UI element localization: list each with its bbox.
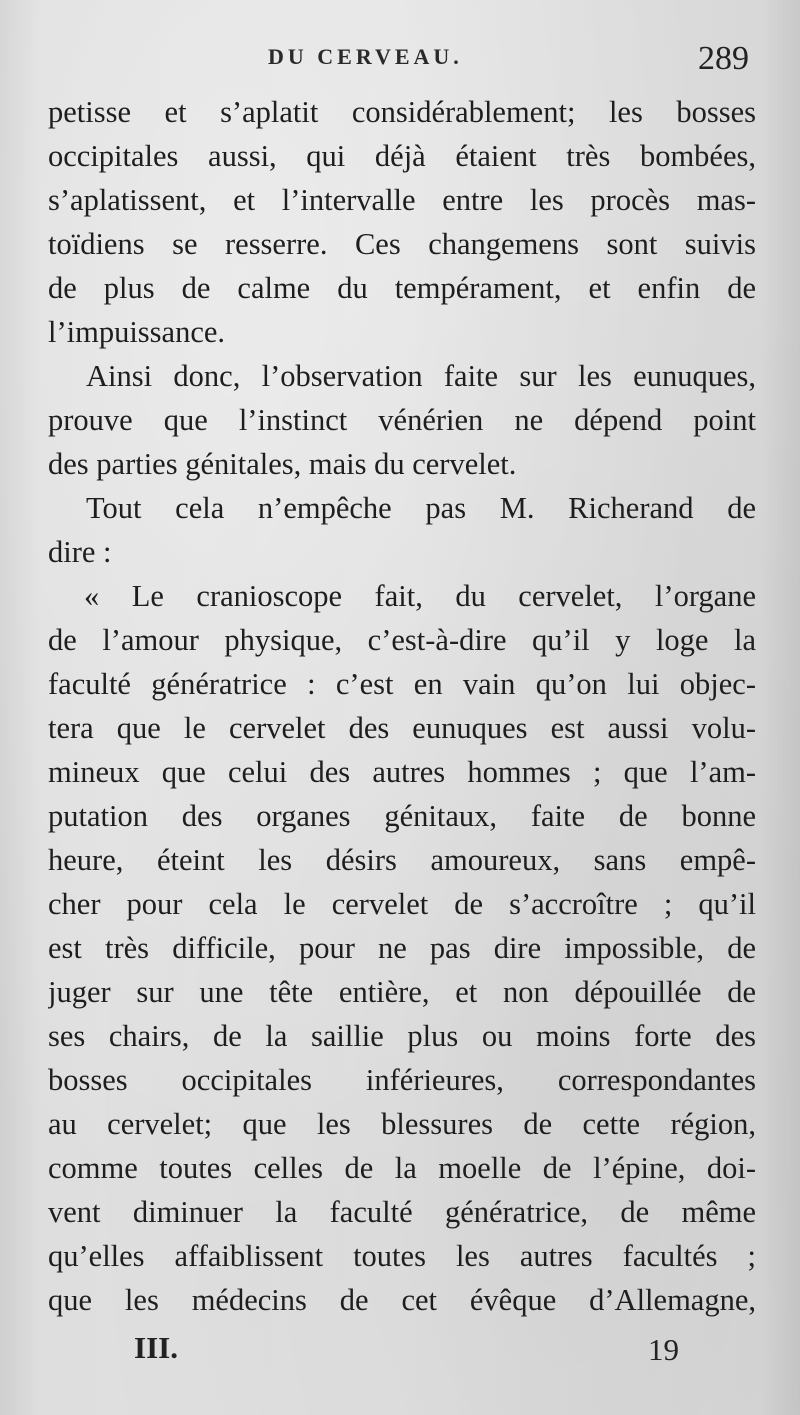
text-line: mineux que celui des autres hommes ; que l’am- bbox=[48, 755, 756, 789]
body-text bbox=[48, 90, 756, 1322]
text-line: faculté génératrice : c’est en vain qu’on lui objec- bbox=[48, 667, 756, 701]
text-line: qu’elles affaiblissent toutes les autres facultés ; bbox=[48, 1239, 756, 1273]
text-line: ses chairs, de la saillie plus ou moins forte des bbox=[48, 1019, 756, 1053]
text-line: cher pour cela le cervelet de s’accroître ; qu’il bbox=[48, 887, 756, 921]
text-line: bosses occipitales inférieures, correspondantes bbox=[48, 1063, 756, 1097]
page-footer bbox=[0, 1330, 800, 1380]
text-line: comme toutes celles de la moelle de l’épine, doi- bbox=[48, 1151, 756, 1185]
running-title: DU CERVEAU. bbox=[268, 44, 463, 69]
text-line: toïdiens se resserre. Ces changemens sont suivis bbox=[48, 227, 756, 261]
text-line: Ainsi donc, l’observation faite sur les eunuques, bbox=[86, 359, 756, 393]
text-line: vent diminuer la faculté génératrice, de même bbox=[48, 1195, 756, 1229]
running-head bbox=[0, 40, 800, 80]
text-line: putation des organes génitaux, faite de bonne bbox=[48, 799, 756, 833]
signature-mark: III. bbox=[134, 1330, 178, 1365]
text-line: Tout cela n’empêche pas M. Richerand de bbox=[86, 491, 756, 525]
text-line: dire : bbox=[48, 535, 112, 569]
text-line: petisse et s’aplatit considérablement; les bosses bbox=[48, 95, 756, 129]
text-line: occipitales aussi, qui déjà étaient très bombées, bbox=[48, 139, 756, 173]
text-line: juger sur une tête entière, et non dépouillée de bbox=[48, 975, 756, 1009]
text-line: prouve que l’instinct vénérien ne dépend point bbox=[48, 403, 756, 437]
text-line: que les médecins de cet évêque d’Allemagne, bbox=[48, 1283, 756, 1317]
text-line: s’aplatissent, et l’intervalle entre les procès mas- bbox=[48, 183, 756, 217]
text-line: des parties génitales, mais du cervelet. bbox=[48, 447, 517, 481]
text-line: de l’amour physique, c’est-à-dire qu’il y loge la bbox=[48, 623, 756, 657]
text-line: au cervelet; que les blessures de cette région, bbox=[48, 1107, 756, 1141]
page-number: 289 bbox=[698, 40, 749, 77]
gathering-number: 19 bbox=[648, 1332, 679, 1367]
text-line: l’impuissance. bbox=[48, 315, 226, 349]
text-line: heure, éteint les désirs amoureux, sans empê- bbox=[48, 843, 756, 877]
text-line: est très difficile, pour ne pas dire impossible, de bbox=[48, 931, 756, 965]
text-line: « Le cranioscope fait, du cervelet, l’organe bbox=[84, 579, 756, 613]
text-line: de plus de calme du tempérament, et enfin de bbox=[48, 271, 756, 305]
text-line: tera que le cervelet des eunuques est aussi volu- bbox=[48, 711, 756, 745]
